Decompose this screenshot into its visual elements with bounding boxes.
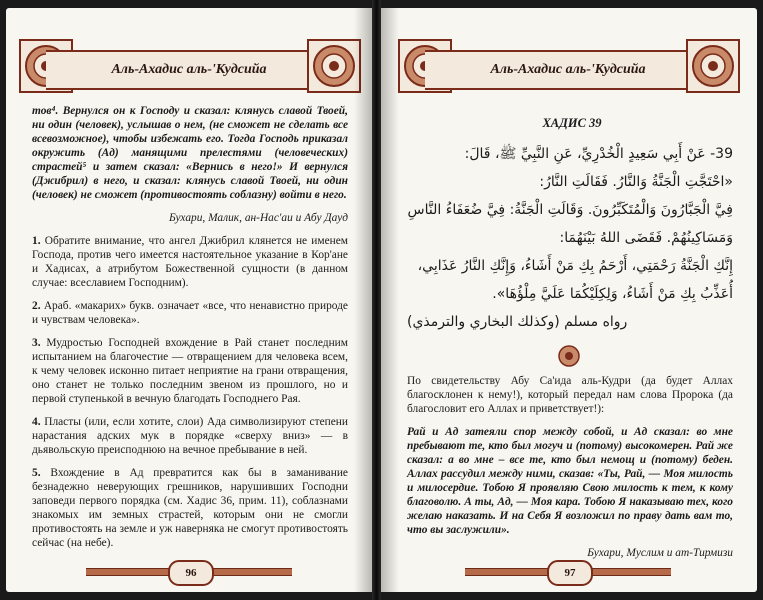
header-title: Аль-Ахадис аль-'Кудсийа xyxy=(490,62,646,77)
footnote: 3. Мудростью Господней вхождение в Рай станет последним испытанием на благочестие — отвращением для человека всем, к чему человек исконно питает неприятие на грани отвращения, оно станет не только последним звеном из прошлого, но и первой ступенькой в вечную благодать Господнего Рая. xyxy=(32,337,348,405)
arabic-line: «احْتَجَّتِ الْجَنَّةُ وَالنَّارُ. فَقَالَتِ النَّارُ: xyxy=(539,174,733,190)
hadith-translation: Рай и Ад затеяли спор между собой, и Ад сказал: во мне пребывают те, кто был могуч и (потому) высокомерен. Рай же сказал: а во мне – все те, кто был немощ и (потому) беден. Аллах рассудил между ними, сказав: «Ты, Рай, — Моя милость и милосердие. Тобою Я проявляю Свою милость к тем, к кому благоволю. А ты, Ад, — Моя кара. Тобою Я наказываю тех, кого желаю наказать. И на Себя Я возложил по праву дать вам то, что вы заслужили». xyxy=(407,426,733,536)
arabic-line: رواه مسلم (وكذلك البخاري والترمذي) xyxy=(407,314,628,330)
page-footer xyxy=(465,560,671,582)
hadith-intro: По свидетельству Абу Са'ида аль-Кудри (да будет Аллах благосклонен к нему!), который передал нам слова Пророка (да благословит его Аллах и приветствует!): xyxy=(407,375,733,415)
footnote: 1. Обратите внимание, что ангел Джибрил клянется не именем Господа, против чего имеется настоятельное указание в Кор'ане и Хадисах, а атрибутом Божественной сущности (в данном случае: всеславием Господним). xyxy=(32,235,348,289)
hadith-source: Бухари, Малик, ан-Нас'аи и Абу Дауд xyxy=(168,212,348,224)
arabic-line: 39- عَنْ أَبِي سَعِيدٍ الْخُدْرِيِّ، عَنِ النَّبِيِّ ﷺ، قَالَ: xyxy=(464,146,733,162)
right-page xyxy=(381,8,757,592)
footnote: 4. Пласты (или, если хотите, слои) Ада символизируют степени нарастания адских мук в порядке «сверху вниз» — в дьявольскую преисподнюю на вечное пребывание в ней. xyxy=(32,416,348,456)
page-number: 96 xyxy=(168,560,214,586)
left-page xyxy=(6,8,372,592)
page-number: 97 xyxy=(547,560,593,586)
hadith-title: ХАДИС 39 xyxy=(542,116,602,130)
footnote: 2. Араб. «макарих» букв. означает «все, что ненавистно природе и чувствам человека». xyxy=(32,300,348,326)
arabic-line: إِنَّكِ الْجَنَّةُ رَحْمَتِي، أَرْحَمُ بِكِ مَنْ أَشَاءُ، وَإِنَّكِ النَّارُ عَذَابِي، xyxy=(417,258,733,274)
arabic-line: أُعَذِّبُ بِكِ مَنْ أَشَاءُ، وَلِكِلَيْكُمَا عَلَيَّ مِلْؤُهَا». xyxy=(492,286,733,302)
arabic-line: فِيَّ الْجَبَّارُونَ وَالْمُتَكَبِّرُونَ. وَقَالَتِ الْجَنَّةُ: فِيَّ ضُعَفَاءُ النَّاسِ xyxy=(407,202,733,218)
page-header xyxy=(425,50,711,90)
left-page-body xyxy=(32,104,348,559)
ornament-rosette-icon xyxy=(306,38,362,94)
header-title: Аль-Ахадис аль-'Кудсийа xyxy=(111,62,267,77)
divider-rosette-icon xyxy=(557,344,581,368)
arabic-line: وَمَسَاكِينُهُمْ. فَقَضَى اللهُ بَيْنَهُمَا: xyxy=(559,230,733,246)
hadith-text: тов⁴. Вернулся он к Господу и сказал: клянусь славой Твоей, ни один (человек), услышав о нем, (не сможет не сделать все всевозможное), чтобы избежать его. Тогда Господь приказал окружить (Ад) манящими прелестями (человеческих) страстей⁵ и затем сказал: «Вернись в него!» И вернулся (Джибрил) в него, и сказал: клянусь славой Твоей, ни один (человек) не сможет (противостоять соблазну) войти в него. xyxy=(32,105,348,201)
right-page-body xyxy=(407,374,733,569)
book-gutter xyxy=(372,0,381,600)
arabic-text xyxy=(407,140,733,336)
ornament-rosette-icon xyxy=(685,38,741,94)
footnote: 5. Вхождение в Ад превратится как бы в заманивание безнадежно неверующих грешников, нарушивших Господни заповеди первого порядка (см. Хадис 36, прим. 11), соблазнами знакомых им земных страстей, которым они не смогли противостоять на земле и уж наверняка не смогут противостоять сейчас (на небе). xyxy=(32,467,348,549)
hadith-source: Бухари, Муслим и ат-Тирмизи xyxy=(587,547,733,559)
page-footer xyxy=(86,560,292,582)
page-header xyxy=(46,50,332,90)
